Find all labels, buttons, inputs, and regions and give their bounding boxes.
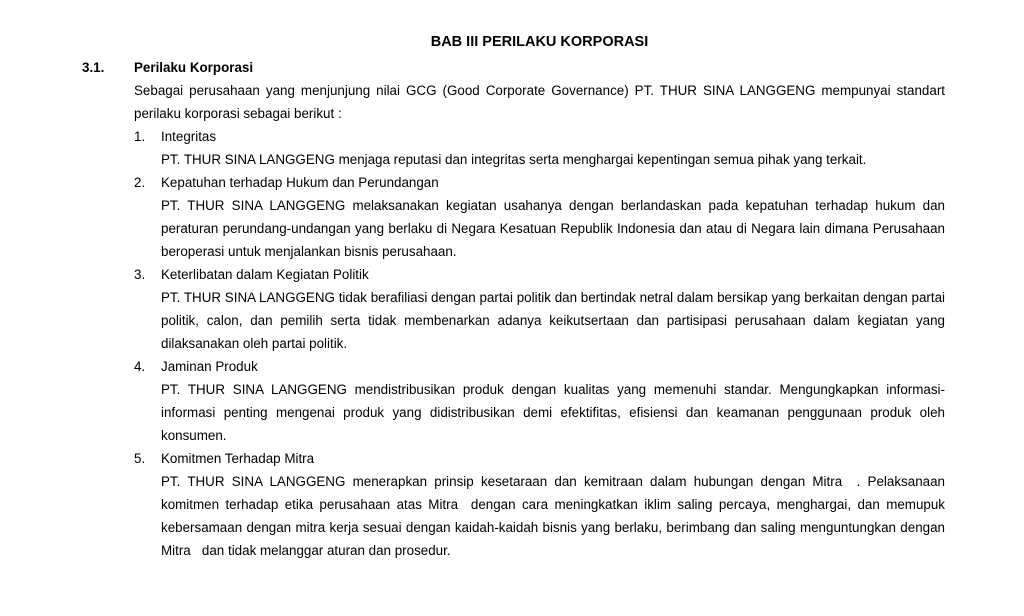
list-item-number: 3. <box>134 267 146 282</box>
list-item <box>134 171 949 263</box>
list-item-number: 2. <box>134 175 146 190</box>
list-item-head <box>134 125 945 148</box>
list-item-body: PT. THUR SINA LANGGENG menerapkan prinsip kesetaraan dan kemitraan dalam hubungan dengan Mitra . Pelaksanaan komitmen terhadap etika perusahaan atas Mitra dengan cara meningkatkan iklim saling percaya, menghargai, dan memupuk kebersamaan dengan mitra kerja sesuai dengan kaidah-kaidah bisnis yang berlaku, berimbang dan saling menguntungkan dengan Mitra dan tidak melanggar aturan dan prosedur. <box>161 474 949 558</box>
list-item-title: Kepatuhan terhadap Hukum dan Perundangan <box>161 175 439 190</box>
list-item-body: PT. THUR SINA LANGGENG mendistribusikan produk dengan kualitas yang memenuhi standar. Mengungkapkan informasi-informasi penting mengenai produk yang didistribusikan demi efektifitas, efisiensi dan keamanan penggunaan produk oleh konsumen. <box>161 382 949 443</box>
list-item <box>134 447 949 562</box>
list-item-head <box>134 171 945 194</box>
list-item-head <box>134 263 945 286</box>
list-item-number: 4. <box>134 359 146 374</box>
list-item-body: PT. THUR SINA LANGGENG melaksanakan kegiatan usahanya dengan berlandaskan pada kepatuhan terhadap hukum dan peraturan perundang-undangan yang berlaku di Negara Kesatuan Republik Indonesia dan atau di Negara lain dimana Perusahaan beroperasi untuk menjalankan bisnis perusahaan. <box>161 198 949 259</box>
section-number: 3.1. <box>82 60 105 75</box>
list-item-title: Integritas <box>161 129 217 144</box>
list-item <box>134 263 949 355</box>
list-item-body: PT. THUR SINA LANGGENG tidak berafiliasi dengan partai politik dan bertindak netral dalam bersikap yang berkaitan dengan partai politik, calon, dan pemilih serta tidak membenarkan adanya keikutsertaan dan partisipasi perusahaan dalam kegiatan yang dilaksanakan oleh partai politik. <box>161 290 949 351</box>
chapter-title: BAB III PERILAKU KORPORASI <box>430 34 649 50</box>
list-item <box>134 355 949 447</box>
list-item-number: 1. <box>134 129 146 144</box>
list-item-head <box>134 447 945 470</box>
section-heading: Perilaku Korporasi <box>134 60 254 75</box>
list-item-title: Keterlibatan dalam Kegiatan Politik <box>161 267 369 282</box>
section-intro-paragraph: Sebagai perusahaan yang menjunjung nilai GCG (Good Corporate Governance) PT. THUR SINA LANGGENG mempunyai standart perilaku korporasi sebagai berikut : <box>134 83 949 121</box>
list-item-head <box>134 355 945 378</box>
section-heading-row <box>82 56 945 79</box>
list-item-title: Jaminan Produk <box>161 359 258 374</box>
list-item <box>134 125 945 171</box>
list-item-body: PT. THUR SINA LANGGENG menjaga reputasi dan integritas serta menghargai kepentingan semua pihak yang terkait. <box>161 152 867 167</box>
list-item-title: Komitmen Terhadap Mitra <box>161 451 315 466</box>
section-content <box>134 79 949 562</box>
list-item-number: 5. <box>134 451 146 466</box>
